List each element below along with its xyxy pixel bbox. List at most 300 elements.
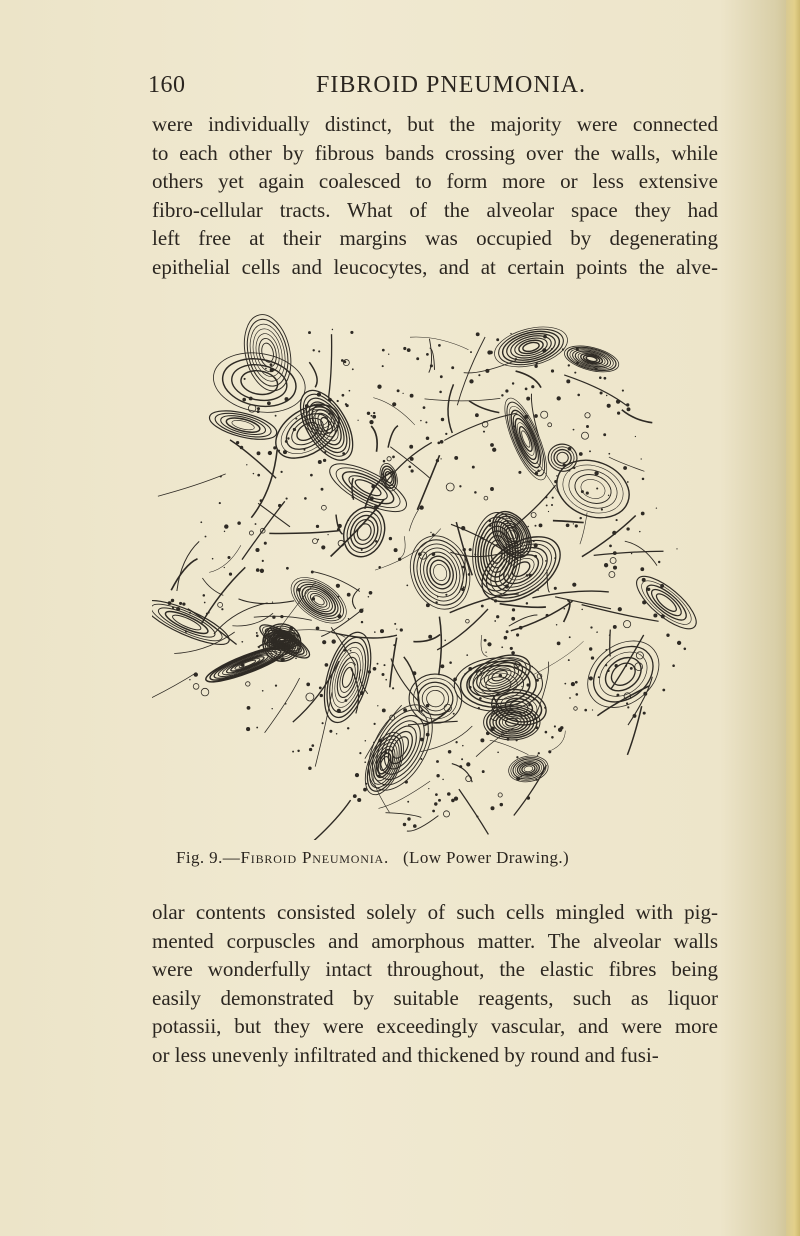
cell-dot [501, 646, 503, 648]
fibrous-band [202, 567, 246, 623]
page-edge [786, 0, 800, 1236]
cell-nucleus [609, 572, 615, 578]
cell-dot [283, 634, 285, 636]
cell-dot [444, 640, 446, 642]
cell-dot [374, 723, 376, 725]
cell-nucleus [322, 505, 327, 510]
cell-dot [633, 714, 637, 718]
cell-dot [556, 624, 558, 626]
cell-dot [246, 464, 247, 465]
cell-dot [241, 641, 243, 643]
cell-dot [322, 640, 326, 644]
fibrous-band [371, 426, 377, 452]
cell-dot [176, 607, 180, 611]
cell-dot [371, 415, 373, 417]
cell-dot [255, 523, 257, 525]
cell-dot [596, 487, 598, 489]
cell-dot [573, 429, 575, 431]
cell-dot [616, 399, 620, 403]
cell-dot [440, 440, 444, 444]
cell-dot [516, 777, 520, 781]
cell-dot [462, 745, 464, 747]
cell-dot [589, 450, 591, 452]
cell-dot [562, 348, 564, 350]
cell-dot [420, 738, 424, 742]
cell-dot [440, 664, 444, 668]
cell-dot [383, 664, 385, 666]
cell-dot [441, 418, 444, 421]
cell-dot [435, 793, 438, 796]
fibrous-band [516, 371, 541, 388]
cell-dot [577, 394, 580, 397]
cell-dot [507, 738, 510, 741]
fibrous-band [610, 630, 611, 657]
cell-dot [392, 456, 395, 459]
cell-dot [355, 773, 359, 777]
fibrous-whorl [152, 592, 234, 652]
cell-dot [410, 469, 413, 472]
cell-dot [536, 362, 538, 364]
cell-nucleus [623, 620, 630, 627]
cell-dot [564, 683, 566, 685]
fibrous-band [459, 789, 489, 834]
cell-dot [510, 333, 511, 334]
fibrous-band [242, 501, 285, 559]
cell-dot [434, 802, 437, 805]
cell-dot [359, 609, 363, 613]
cell-dot [316, 525, 319, 528]
cell-dot [416, 357, 419, 360]
cell-dot [363, 788, 367, 792]
fibrous-band [409, 508, 420, 531]
cell-dot [490, 487, 494, 491]
cell-dot [311, 744, 314, 747]
cell-dot [511, 617, 515, 621]
cell-dot [309, 748, 312, 751]
cell-dot [631, 553, 632, 554]
cell-dot [316, 626, 320, 630]
cell-dot [289, 627, 293, 631]
fibrous-band [413, 635, 440, 642]
cell-dot [389, 537, 392, 540]
cell-dot [534, 364, 537, 367]
cell-dot [484, 639, 487, 642]
cell-dot [361, 621, 363, 623]
cell-dot [647, 588, 650, 591]
cell-dot [430, 364, 433, 367]
fibrous-band [500, 604, 546, 608]
cell-dot [589, 676, 593, 680]
cell-dot [337, 528, 340, 531]
fibrous-band [404, 657, 420, 712]
cell-dot [653, 613, 657, 617]
cell-dot [616, 519, 618, 521]
fibrous-band [232, 613, 273, 626]
cell-dot [265, 368, 267, 370]
cell-dot [436, 774, 439, 777]
cell-dot [568, 659, 570, 661]
cell-dot [527, 796, 531, 800]
cell-dot [598, 676, 600, 678]
cell-dot [617, 412, 620, 415]
fibrous-whorl [378, 721, 423, 774]
cell-dot [260, 499, 263, 502]
cell-dot [350, 331, 353, 334]
cell-dot [448, 750, 452, 754]
cell-dot [626, 527, 629, 530]
cell-dot [591, 656, 594, 659]
cell-dot [445, 594, 447, 596]
cell-dot [259, 647, 260, 648]
cell-dot [511, 651, 515, 655]
fibrous-band [315, 692, 332, 766]
cell-dot [455, 741, 457, 743]
fibrous-band [373, 398, 415, 425]
fibrous-band [551, 731, 565, 751]
cell-dot [573, 467, 575, 469]
cell-dot [247, 706, 251, 710]
cell-nucleus [246, 682, 250, 686]
cell-dot [372, 415, 376, 419]
cell-dot [474, 491, 477, 494]
cell-dot [469, 548, 472, 551]
cell-dot [641, 458, 642, 459]
cell-dot [656, 507, 657, 508]
cell-dot [526, 397, 530, 401]
cell-nucleus [581, 432, 588, 439]
cell-dot [257, 451, 261, 455]
cell-dot [501, 731, 503, 733]
cell-dot [410, 457, 414, 461]
cell-nucleus [498, 793, 502, 797]
cell-dot [569, 636, 571, 638]
cell-dot [554, 480, 557, 483]
cell-dot [658, 561, 660, 563]
cell-nucleus [387, 457, 391, 461]
cell-dot [672, 664, 675, 667]
cell-dot [435, 601, 437, 603]
fibrous-whorl [562, 341, 621, 377]
cell-dot [286, 567, 289, 570]
cell-dot [596, 632, 597, 633]
fibrous-band [230, 440, 276, 478]
cell-dot [496, 615, 499, 618]
cell-dot [237, 521, 241, 525]
cell-dot [526, 574, 529, 577]
cell-dot [557, 396, 561, 400]
fibrous-band [437, 609, 488, 650]
cell-dot [419, 505, 423, 509]
cell-dot [264, 542, 267, 545]
cell-dot [426, 436, 430, 440]
cell-dot [412, 671, 416, 675]
cell-dot [168, 601, 172, 605]
cell-dot [607, 669, 610, 672]
cell-dot [374, 505, 378, 509]
cell-dot [286, 498, 288, 500]
cell-dot [544, 707, 546, 709]
cell-dot [605, 664, 607, 666]
paragraph-bottom [152, 898, 718, 1070]
cell-dot [641, 512, 645, 516]
cell-dot [336, 584, 340, 588]
fibrous-whorl [497, 393, 555, 484]
fibrous-band [152, 673, 196, 710]
cell-dot [542, 348, 546, 352]
cell-dot [260, 569, 264, 573]
cell-dot [328, 413, 330, 415]
cell-dot [280, 471, 282, 473]
text-line: were individually distinct, but the majority were connected [152, 112, 718, 136]
cell-dot [592, 709, 593, 710]
cell-dot [468, 573, 471, 576]
cell-dot [382, 708, 386, 712]
cell-dot [493, 705, 496, 708]
cell-dot [224, 524, 228, 528]
fibrous-band [582, 516, 636, 557]
cell-dot [383, 784, 385, 786]
cell-dot [676, 548, 677, 549]
cell-dot [576, 348, 579, 351]
cell-dot [367, 412, 370, 415]
cell-dot [609, 545, 612, 548]
cell-dot [413, 824, 417, 828]
cell-dot [400, 628, 403, 631]
fibrous-whorl [219, 412, 267, 438]
cell-dot [337, 614, 341, 618]
cell-dot [185, 630, 187, 632]
fibrous-whorl [287, 572, 351, 630]
cell-dot [526, 602, 528, 604]
cell-dot [581, 609, 583, 611]
cell-nucleus [585, 413, 590, 418]
fibrous-band [553, 521, 584, 523]
cell-dot [615, 664, 618, 667]
cell-dot [347, 593, 351, 597]
cell-nucleus [531, 512, 536, 517]
cell-dot [466, 762, 470, 766]
cell-dot [321, 488, 324, 491]
cell-dot [607, 404, 611, 408]
cell-dot [440, 458, 441, 459]
cell-dot [407, 801, 409, 803]
cell-dot [426, 603, 430, 607]
cell-dot [461, 588, 464, 591]
cell-dot [189, 679, 190, 680]
cell-dot [383, 460, 386, 463]
cell-dot [533, 698, 535, 700]
cell-dot [425, 421, 427, 423]
cell-dot [556, 475, 557, 476]
cell-dot [512, 382, 514, 384]
cell-dot [482, 770, 485, 773]
cell-dot [256, 635, 259, 638]
cell-dot [501, 394, 503, 396]
cell-dot [406, 584, 408, 586]
cell-dot [461, 526, 465, 530]
cell-dot [442, 779, 444, 781]
cell-dot [275, 685, 277, 687]
cell-dot [461, 758, 463, 760]
cell-dot [394, 623, 396, 625]
cell-nucleus [306, 693, 314, 701]
cell-dot [605, 649, 607, 651]
fibrous-whorl [353, 477, 383, 499]
cell-dot [469, 686, 472, 689]
fibrous-band [309, 362, 317, 387]
cell-dot [459, 765, 462, 768]
fibrous-band [399, 536, 405, 558]
cell-dot [488, 519, 491, 522]
cell-dot [428, 635, 432, 639]
cell-dot [603, 433, 606, 436]
cell-dot [639, 531, 640, 532]
fibrous-whorl [337, 501, 392, 562]
fibrous-band [425, 398, 501, 400]
cell-dot [481, 605, 484, 608]
cell-dot [579, 452, 583, 456]
cell-dot [516, 756, 518, 758]
cell-dot [430, 532, 431, 533]
fibrous-whorl [517, 338, 544, 356]
cell-dot [322, 722, 324, 724]
cell-dot [609, 634, 611, 636]
cell-dot [537, 755, 538, 756]
fibrous-band [532, 591, 608, 598]
fibrous-whorl [583, 635, 664, 713]
cell-dot [548, 750, 551, 753]
cell-dot [551, 369, 554, 372]
cell-dot [551, 736, 554, 739]
cell-dot [221, 608, 223, 610]
cell-stipple [168, 329, 686, 828]
cell-dot [275, 415, 277, 417]
cell-dot [203, 594, 206, 597]
fibrous-band [390, 638, 397, 688]
cell-dot [474, 554, 476, 556]
fibrous-whorl [418, 548, 461, 598]
cell-dot [640, 567, 644, 571]
cell-dot [548, 511, 549, 512]
cell-dot [454, 796, 458, 800]
cell-dot [472, 466, 475, 469]
fibrous-band [310, 800, 351, 840]
cell-dot [626, 702, 628, 704]
cell-dot [660, 584, 664, 588]
cell-dot [505, 389, 508, 392]
cell-dot [229, 573, 232, 576]
text-line: others yet again coalesced to form more or less extensive [152, 169, 718, 194]
cell-dot [489, 524, 492, 527]
cell-dot [249, 397, 253, 401]
cell-dot [536, 726, 539, 729]
cell-dot [622, 390, 624, 392]
cell-dot [285, 703, 287, 705]
cell-dot [219, 502, 221, 504]
text-line: fibro-cellular tracts. What of the alveolar space they had [152, 197, 718, 222]
cell-dot [531, 666, 533, 668]
cell-dot [313, 349, 315, 351]
cell-dot [227, 556, 230, 559]
fibrous-whorl [591, 643, 656, 706]
cell-dot [545, 731, 548, 734]
cell-dot [569, 470, 571, 472]
cell-dot [423, 406, 426, 409]
fibrous-whorl [563, 463, 622, 515]
cell-dot [337, 400, 339, 402]
cell-dot [350, 650, 352, 652]
cell-dot [407, 817, 410, 820]
cell-dot [500, 803, 503, 806]
cell-dot [256, 632, 258, 634]
fibrous-whorl [565, 343, 618, 375]
text-line: or less unevenly infiltrated and thickened by round and fusi- [152, 1042, 659, 1067]
cell-dot [397, 389, 400, 392]
cell-dot [520, 776, 522, 778]
fibrous-band [594, 551, 664, 555]
cell-dot [361, 549, 363, 551]
cell-dot [437, 596, 439, 598]
cell-dot [666, 634, 669, 637]
cell-dot [343, 648, 346, 651]
cell-dot [378, 739, 382, 743]
cell-dot [224, 531, 225, 532]
fibrous-whorl [333, 655, 361, 700]
text-line: epithelial cells and leucocytes, and at certain points the alve- [152, 254, 718, 279]
cell-dot [407, 348, 411, 352]
cell-dot [236, 441, 239, 444]
cell-dot [486, 731, 490, 735]
cell-nucleus [201, 688, 209, 696]
cell-dot [627, 407, 631, 411]
cell-dot [521, 686, 522, 687]
cell-dot [536, 679, 539, 682]
cell-dot [480, 738, 484, 742]
cell-dot [403, 823, 406, 826]
cell-dot [551, 348, 553, 350]
cell-dot [295, 657, 297, 659]
fibrous-band [265, 678, 300, 733]
cell-dot [432, 552, 436, 556]
cell-dot [506, 630, 509, 633]
cell-dot [464, 673, 466, 675]
cell-dot [529, 574, 532, 577]
cell-dot [576, 361, 579, 364]
cell-dot [581, 490, 584, 493]
cell-dot [623, 466, 627, 470]
cell-dot [373, 412, 375, 414]
cell-dot [336, 733, 338, 735]
cell-dot [394, 548, 398, 552]
fibrous-whorl [580, 352, 604, 366]
cell-dot [179, 602, 182, 605]
cell-dot [279, 641, 282, 644]
cell-dot [496, 338, 499, 341]
fibrous-whorl [556, 451, 570, 464]
caption-label: Fig. 9. [176, 848, 223, 867]
cell-dot [625, 665, 627, 667]
cell-nucleus [574, 707, 578, 711]
cell-dot [349, 390, 351, 392]
cell-dot [539, 523, 543, 527]
cell-dot [516, 633, 519, 636]
cell-dot [557, 642, 561, 646]
fibrous-band [329, 334, 332, 398]
fibrous-whorl [152, 597, 226, 647]
caption-title: —Fibroid Pneumonia. [222, 848, 390, 867]
cell-dot [380, 629, 384, 633]
cell-dot [293, 428, 296, 431]
